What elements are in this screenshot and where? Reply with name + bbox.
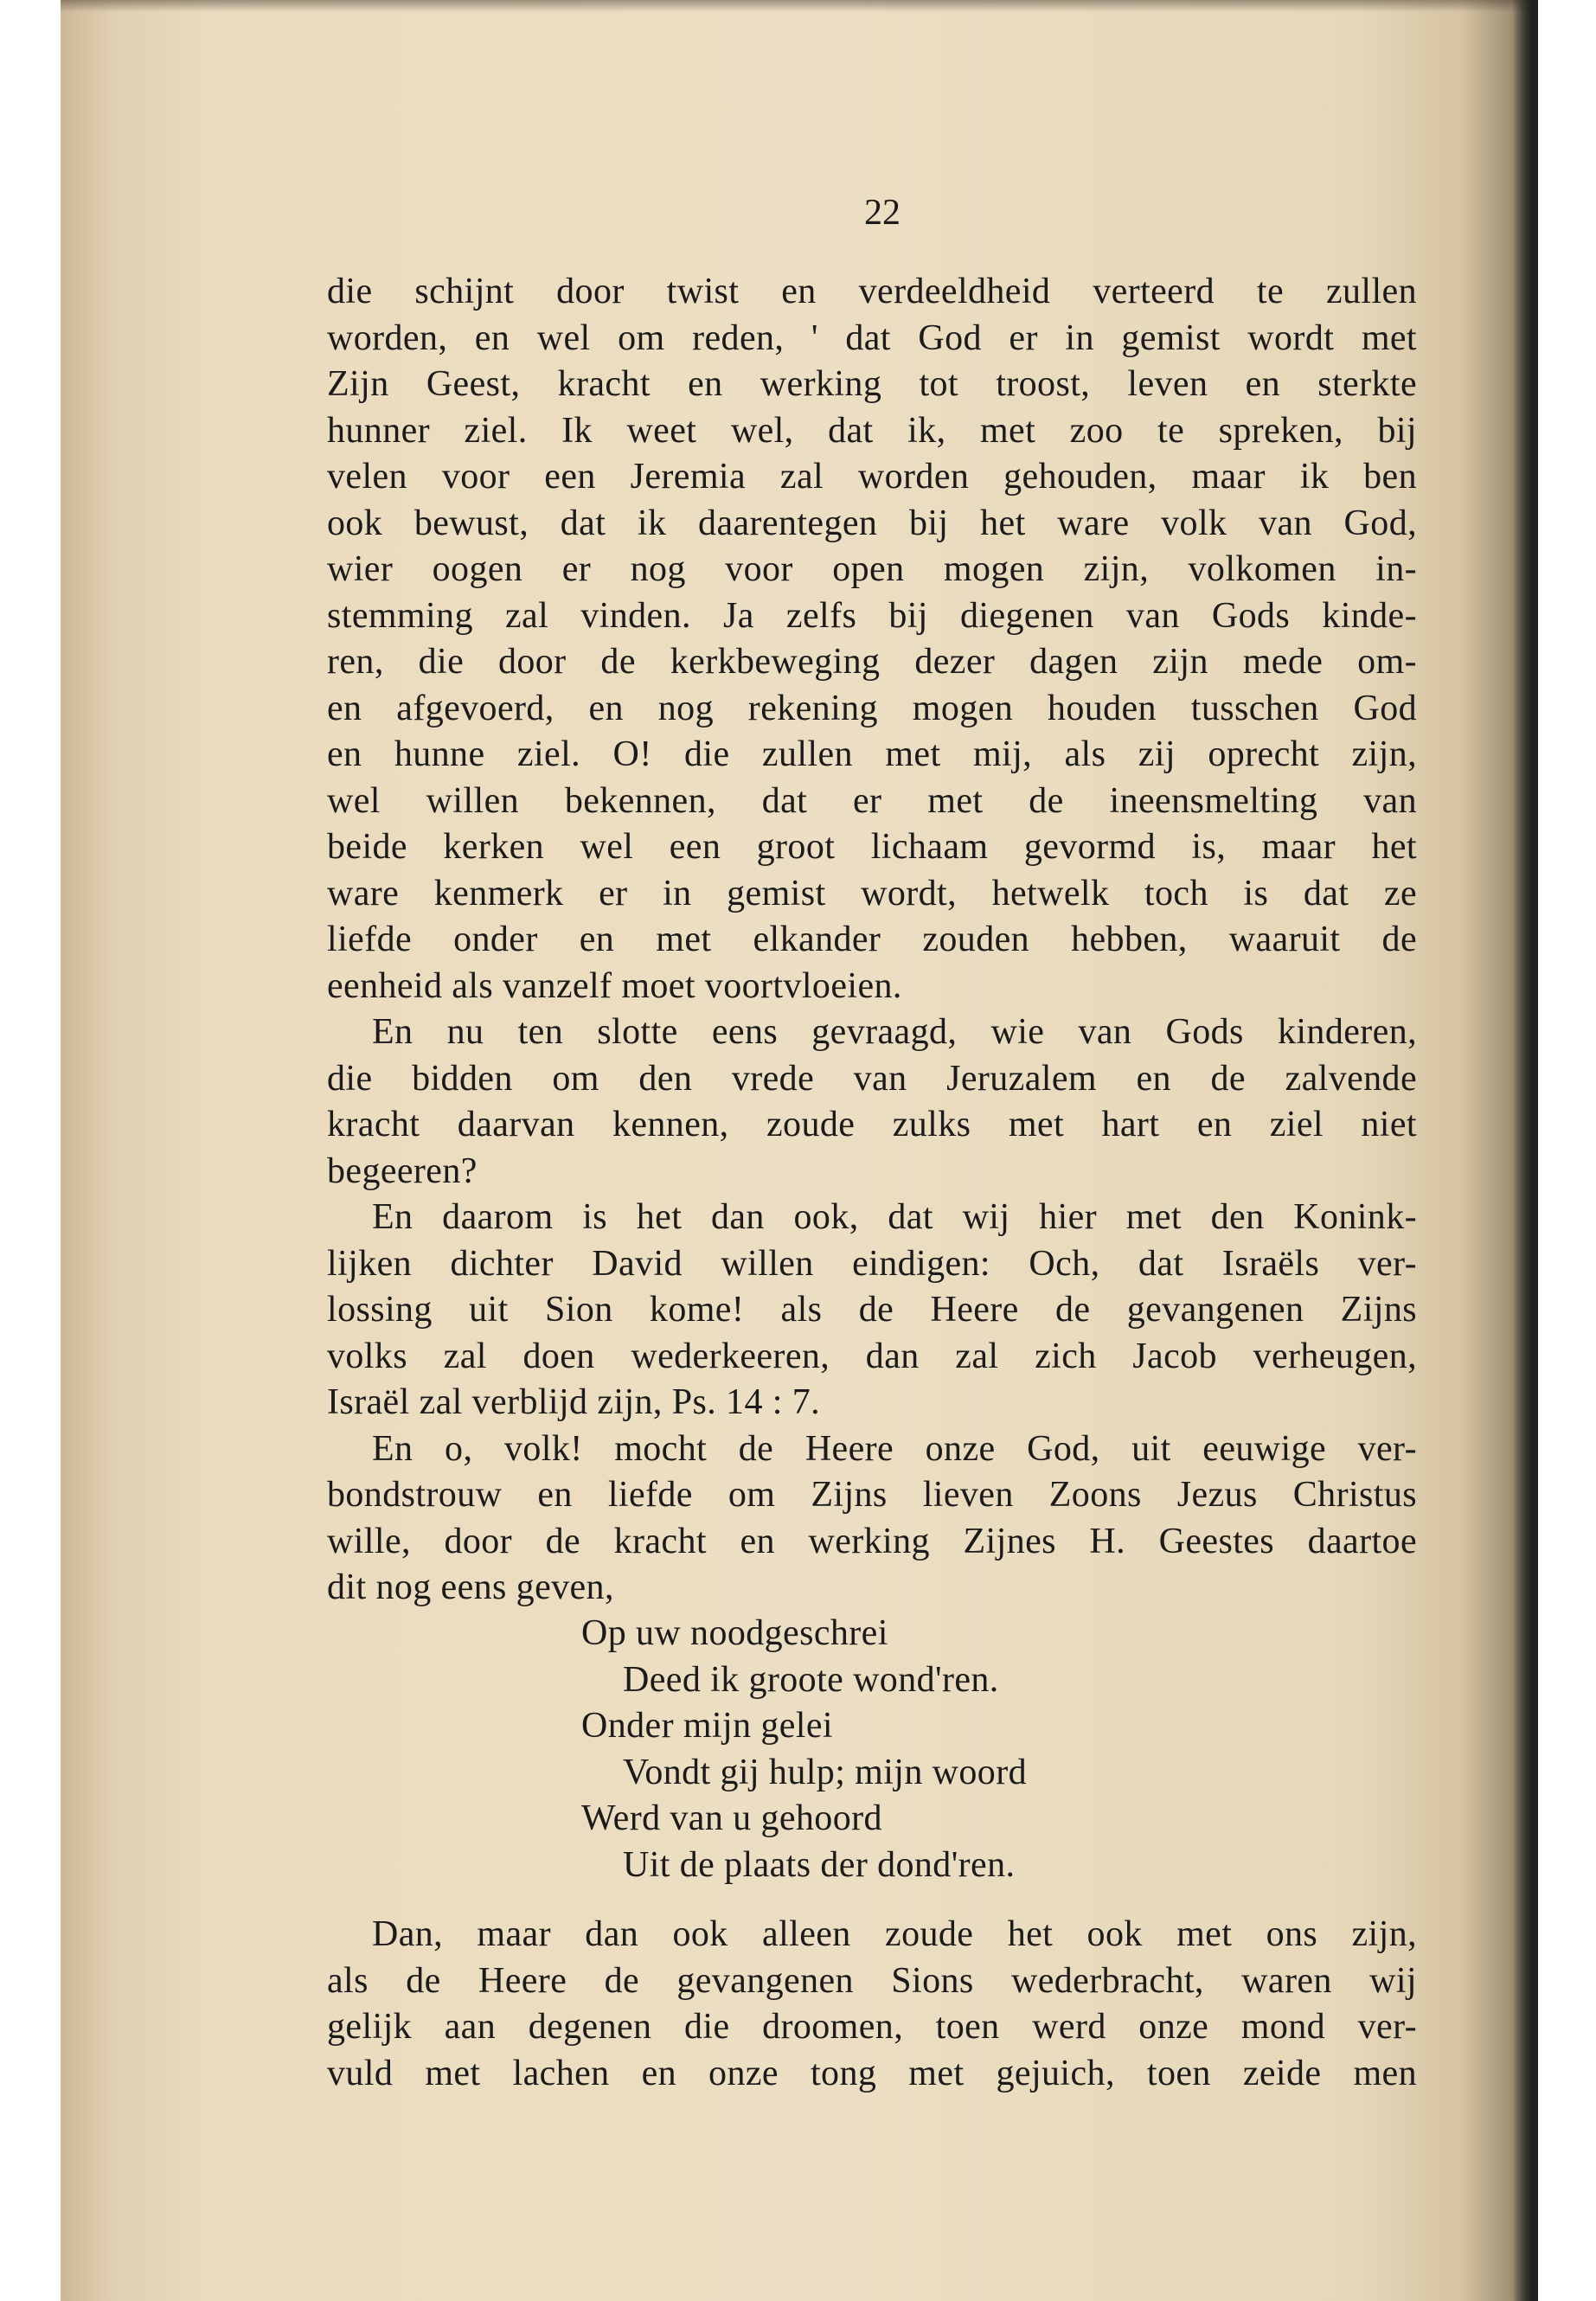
poem-stanza: [581, 1611, 1187, 1888]
poem-line: Op uw noodgeschrei: [581, 1613, 888, 1653]
text-line: ren, die door de kerkbeweging dezer dagen zijn mede om-: [327, 642, 1417, 682]
text-line: beide kerken wel een groot lichaam gevormd is, maar het: [327, 827, 1417, 867]
text-line: Zijn Geest, kracht en werking tot troost, leven en sterkte: [327, 364, 1417, 404]
poem-line: Vondt gij hulp; mijn woord: [623, 1752, 1027, 1792]
binding-edge: [1512, 0, 1538, 2301]
text-line: En daarom is het dan ook, dat wij hier met den Konink-: [372, 1197, 1417, 1237]
text-line: Dan, maar dan ook alleen zoude het ook met ons zijn,: [372, 1914, 1417, 1954]
text-line: ware kenmerk er in gemist wordt, hetwelk toch is dat ze: [327, 873, 1417, 913]
poem-line: Onder mijn gelei: [581, 1706, 833, 1746]
text-line: En o, volk! mocht de Heere onze God, uit eeuwige ver-: [372, 1428, 1417, 1469]
text-line: vuld met lachen en onze tong met gejuich, toen zeide men: [327, 2053, 1417, 2093]
text-line: die schijnt door twist en verdeeldheid verteerd te zullen: [327, 272, 1417, 311]
text-line: liefde onder en met elkander zouden hebben, waaruit de: [327, 920, 1417, 959]
text-line: ook bewust, dat ik daarentegen bij het ware volk van God,: [327, 503, 1417, 543]
text-line: wier oogen er nog voor open mogen zijn, volkomen in-: [327, 549, 1417, 589]
text-line: wille, door de kracht en werking Zijnes H. Geestes daartoe: [327, 1521, 1417, 1561]
text-line: dit nog eens geven,: [327, 1567, 614, 1607]
text-line: hunner ziel. Ik weet wel, dat ik, met zoo te spreken, bij: [327, 410, 1417, 451]
closing-paragraph: [327, 1912, 1417, 2097]
text-line: die bidden om den vrede van Jeruzalem en de zalvende: [327, 1058, 1417, 1099]
top-shadow: [61, 0, 1535, 12]
page-number: 22: [864, 193, 901, 233]
poem-line: Uit de plaats der dond'ren.: [623, 1844, 1016, 1885]
text-line: als de Heere de gevangenen Sions wederbracht, waren wij: [327, 1960, 1417, 2001]
text-line: lijken dichter David willen eindigen: Och, dat Israëls ver-: [327, 1243, 1417, 1284]
poem-line: Werd van u gehoord: [581, 1798, 882, 1838]
text-line: bondstrouw en liefde om Zijns lieven Zoons Jezus Christus: [327, 1475, 1417, 1515]
body-text: [327, 269, 1417, 1612]
text-line: volks zal doen wederkeeren, dan zal zich Jacob verheugen,: [327, 1336, 1417, 1376]
text-line: Israël zal verblijd zijn, Ps. 14 : 7.: [327, 1382, 821, 1422]
text-line: En nu ten slotte eens gevraagd, wie van Gods kinderen,: [372, 1012, 1417, 1052]
text-line: wel willen bekennen, dat er met de ineensmelting van: [327, 780, 1417, 821]
text-line: begeeren?: [327, 1150, 478, 1191]
text-line: en afgevoerd, en nog rekening mogen houden tusschen God: [327, 688, 1417, 728]
text-line: eenheid als vanzelf moet voortvloeien.: [327, 965, 902, 1006]
text-line: en hunne ziel. O! die zullen met mij, als zij oprecht zijn,: [327, 734, 1417, 774]
text-line: lossing uit Sion kome! als de Heere de gevangenen Zijns: [327, 1290, 1417, 1330]
text-line: worden, en wel om reden, ' dat God er in gemist wordt met: [327, 317, 1417, 358]
text-line: stemming zal vinden. Ja zelfs bij diegenen van Gods kinde-: [327, 595, 1417, 636]
text-line: gelijk aan degenen die droomen, toen werd onze mond ver-: [327, 2007, 1417, 2047]
text-line: kracht daarvan kennen, zoude zulks met hart en ziel niet: [327, 1105, 1417, 1144]
poem-line: Deed ik groote wond'ren.: [623, 1659, 999, 1700]
text-line: velen voor een Jeremia zal worden gehouden, maar ik ben: [327, 457, 1417, 497]
